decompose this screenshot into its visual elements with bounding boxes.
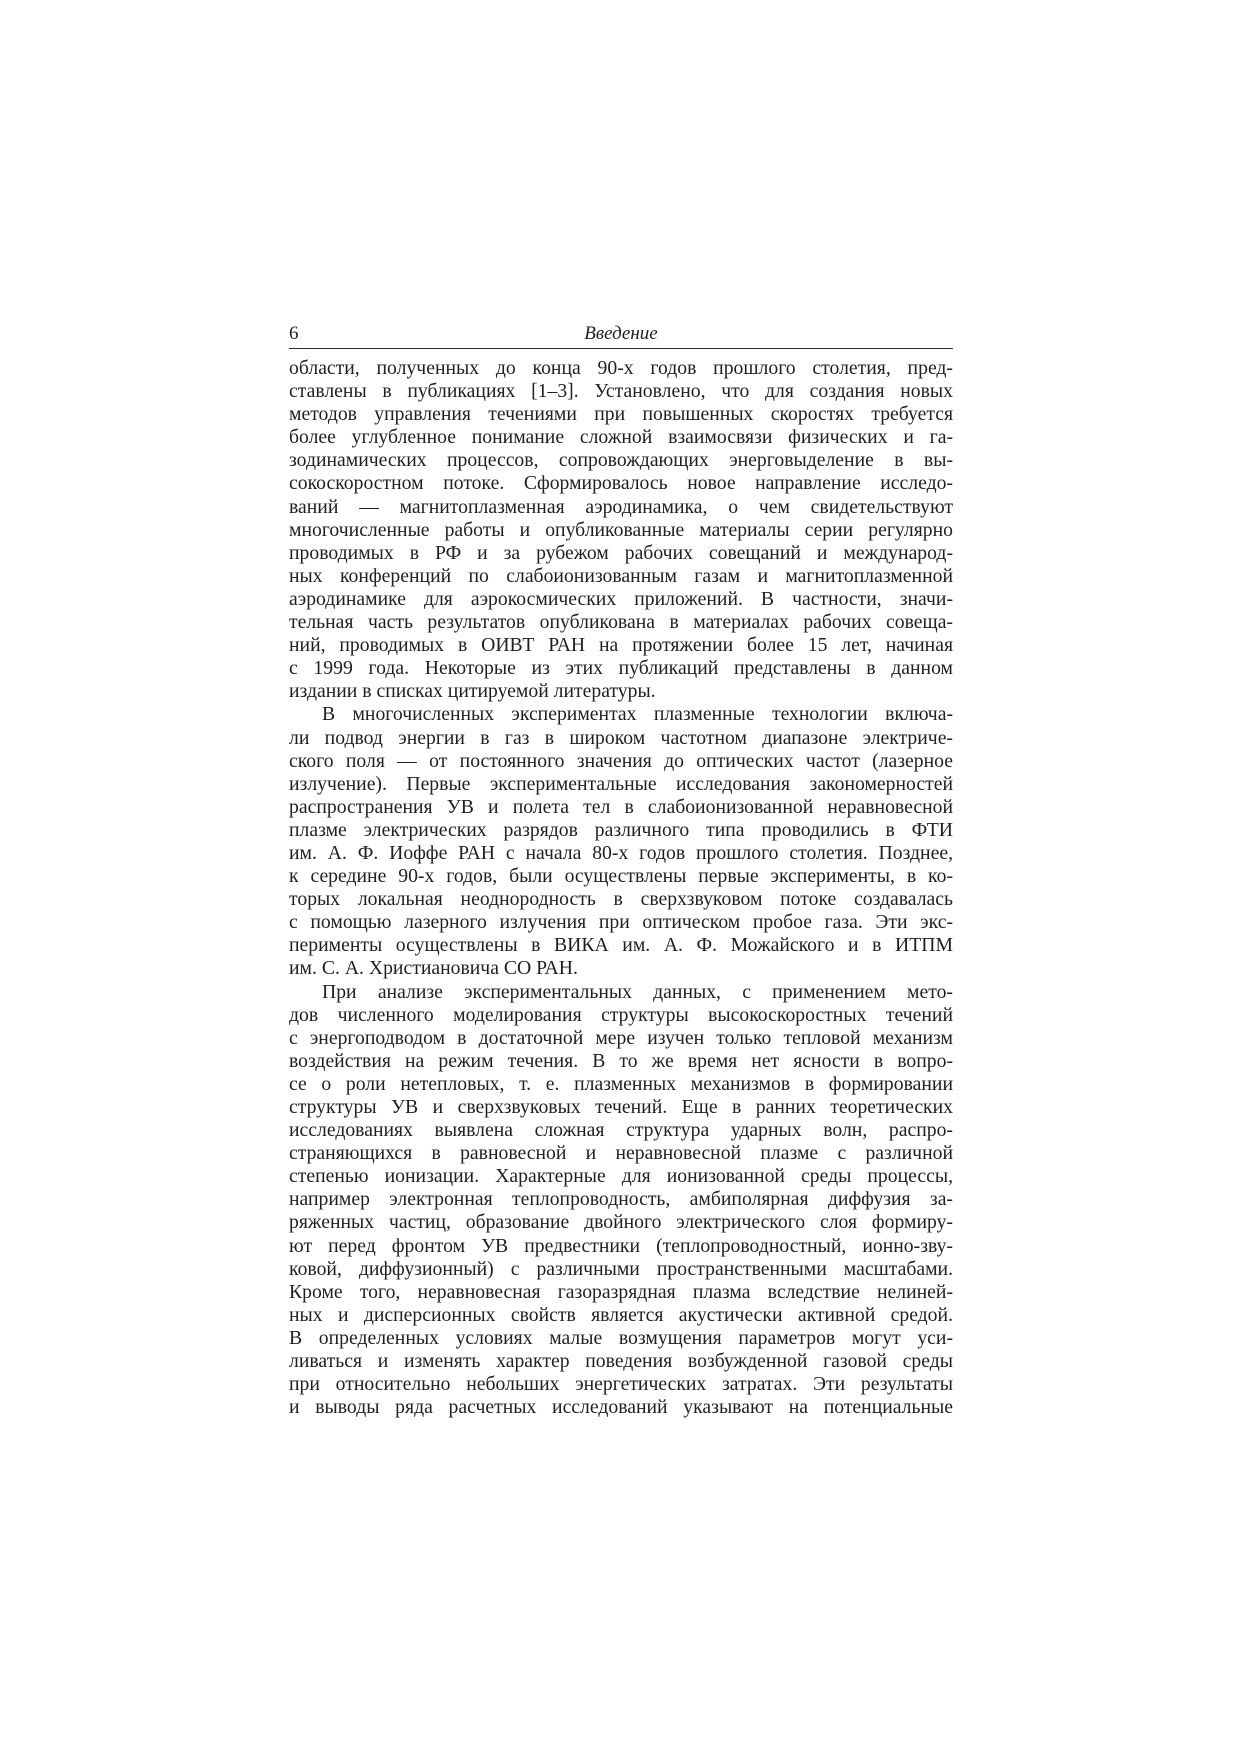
text-line: с помощью лазерного излучения при оптическом пробое газа. Эти экс- bbox=[289, 911, 953, 934]
text-line: исследованиях выявлена сложная структура ударных волн, распро- bbox=[289, 1119, 953, 1142]
text-line: ливаться и изменять характер поведения возбужденной газовой среды bbox=[289, 1350, 953, 1373]
text-line: и выводы ряда расчетных исследований указывают на потенциальные bbox=[289, 1396, 953, 1419]
text-line: например электронная теплопроводность, амбиполярная диффузия за- bbox=[289, 1188, 953, 1211]
text-line: При анализе экспериментальных данных, с применением мето- bbox=[322, 980, 953, 1003]
text-line: области, полученных до конца 90-х годов прошлого столетия, пред- bbox=[289, 357, 953, 379]
text-line: сокоскоростном потоке. Сформировалось новое направление исследо- bbox=[289, 472, 953, 495]
text-line: ставлены в публикациях [1–3]. Установлено, что для создания новых bbox=[289, 380, 953, 403]
text-line: при относительно небольших энергетических затратах. Эти результаты bbox=[289, 1373, 953, 1396]
text-line: В многочисленных экспериментах плазменные технологии включа- bbox=[322, 703, 953, 726]
text-line: се о роли нетепловых, т. е. плазменных механизмов в формировании bbox=[289, 1072, 953, 1095]
text-line: методов управления течениями при повышенных скоростях требуется bbox=[289, 403, 953, 426]
text-line: ных и дисперсионных свойств является акустически активной средой. bbox=[289, 1303, 953, 1326]
paragraph bbox=[289, 981, 953, 1420]
text-line: ряженных частиц, образование двойного электрического слоя формиру- bbox=[289, 1211, 953, 1234]
text-line: с 1999 года. Некоторые из этих публикаций представлены в данном bbox=[289, 657, 953, 680]
text-line: перименты осуществлены в ВИКА им. А. Ф. Можайского и в ИТПМ bbox=[289, 934, 953, 957]
text-line: тельная часть результатов опубликована в материалах рабочих совеща- bbox=[289, 611, 953, 634]
text-line: излучение). Первые экспериментальные исследования закономерностей bbox=[289, 772, 953, 795]
text-line: воздействия на режим течения. В то же время нет ясности в вопро- bbox=[289, 1049, 953, 1072]
text-line: более углубленное понимание сложной взаимосвязи физических и га- bbox=[289, 426, 953, 449]
text-line: им. А. Ф. Иоффе РАН с начала 80-х годов прошлого столетия. Позднее, bbox=[289, 841, 953, 864]
text-line: с энергоподводом в достаточной мере изучен только тепловой механизм bbox=[289, 1026, 953, 1049]
text-line: ных конференций по слабоионизованным газам и магнитоплазменной bbox=[289, 564, 953, 587]
text-line: многочисленные работы и опубликованные материалы серии регулярно bbox=[289, 518, 953, 541]
text-line: зодинамических процессов, сопровождающих энерговыделение в вы- bbox=[289, 449, 953, 472]
text-line: распространения УВ и полета тел в слабоионизованной неравновесной bbox=[289, 795, 953, 818]
text-line: страняющихся в равновесной и неравновесной плазме с различной bbox=[289, 1142, 953, 1165]
book-page bbox=[289, 320, 953, 1419]
text-line: ваний — магнитоплазменная аэродинамика, о чем свидетельствуют bbox=[289, 495, 953, 518]
text-line: дов численного моделирования структуры высокоскоростных течений bbox=[289, 1003, 953, 1026]
text-line: проводимых в РФ и за рубежом рабочих совещаний и международ- bbox=[289, 541, 953, 564]
running-header bbox=[289, 320, 953, 349]
page-number: 6 bbox=[289, 323, 299, 344]
text-line: ют перед фронтом УВ предвестники (теплопроводностный, ионно-зву- bbox=[289, 1234, 953, 1257]
text-line: издании в списках цитируемой литературы. bbox=[289, 680, 656, 703]
text-line: структуры УВ и сверхзвуковых течений. Еще в ранних теоретических bbox=[289, 1096, 953, 1118]
text-line: Кроме того, неравновесная газоразрядная плазма вследствие нелиней- bbox=[289, 1280, 953, 1303]
text-line: ковой, диффузионный) с различными пространственными масштабами. bbox=[289, 1257, 953, 1280]
text-line: им. С. А. Христиановича СО РАН. bbox=[289, 957, 578, 980]
text-line: ний, проводимых в ОИВТ РАН на протяжении более 15 лет, начиная bbox=[289, 634, 953, 657]
text-line: степенью ионизации. Характерные для ионизованной среды процессы, bbox=[289, 1165, 953, 1188]
text-line: к середине 90-х годов, были осуществлены первые эксперименты, в ко- bbox=[289, 865, 953, 888]
chapter-title: Введение bbox=[584, 323, 658, 344]
text-line: торых локальная неоднородность в сверхзвуковом потоке создавалась bbox=[289, 888, 953, 911]
text-line: ли подвод энергии в газ в широком частотном диапазоне электриче- bbox=[289, 726, 953, 749]
text-line: ского поля — от постоянного значения до оптических частот (лазерное bbox=[289, 749, 953, 772]
text-line: плазме электрических разрядов различного типа проводились в ФТИ bbox=[289, 818, 953, 841]
text-line: В определенных условиях малые возмущения параметров могут уси- bbox=[289, 1326, 953, 1349]
paragraph bbox=[289, 357, 953, 703]
paragraph bbox=[289, 703, 953, 980]
text-line: аэродинамике для аэрокосмических приложений. В частности, значи- bbox=[289, 587, 953, 610]
body-text bbox=[289, 357, 953, 1419]
